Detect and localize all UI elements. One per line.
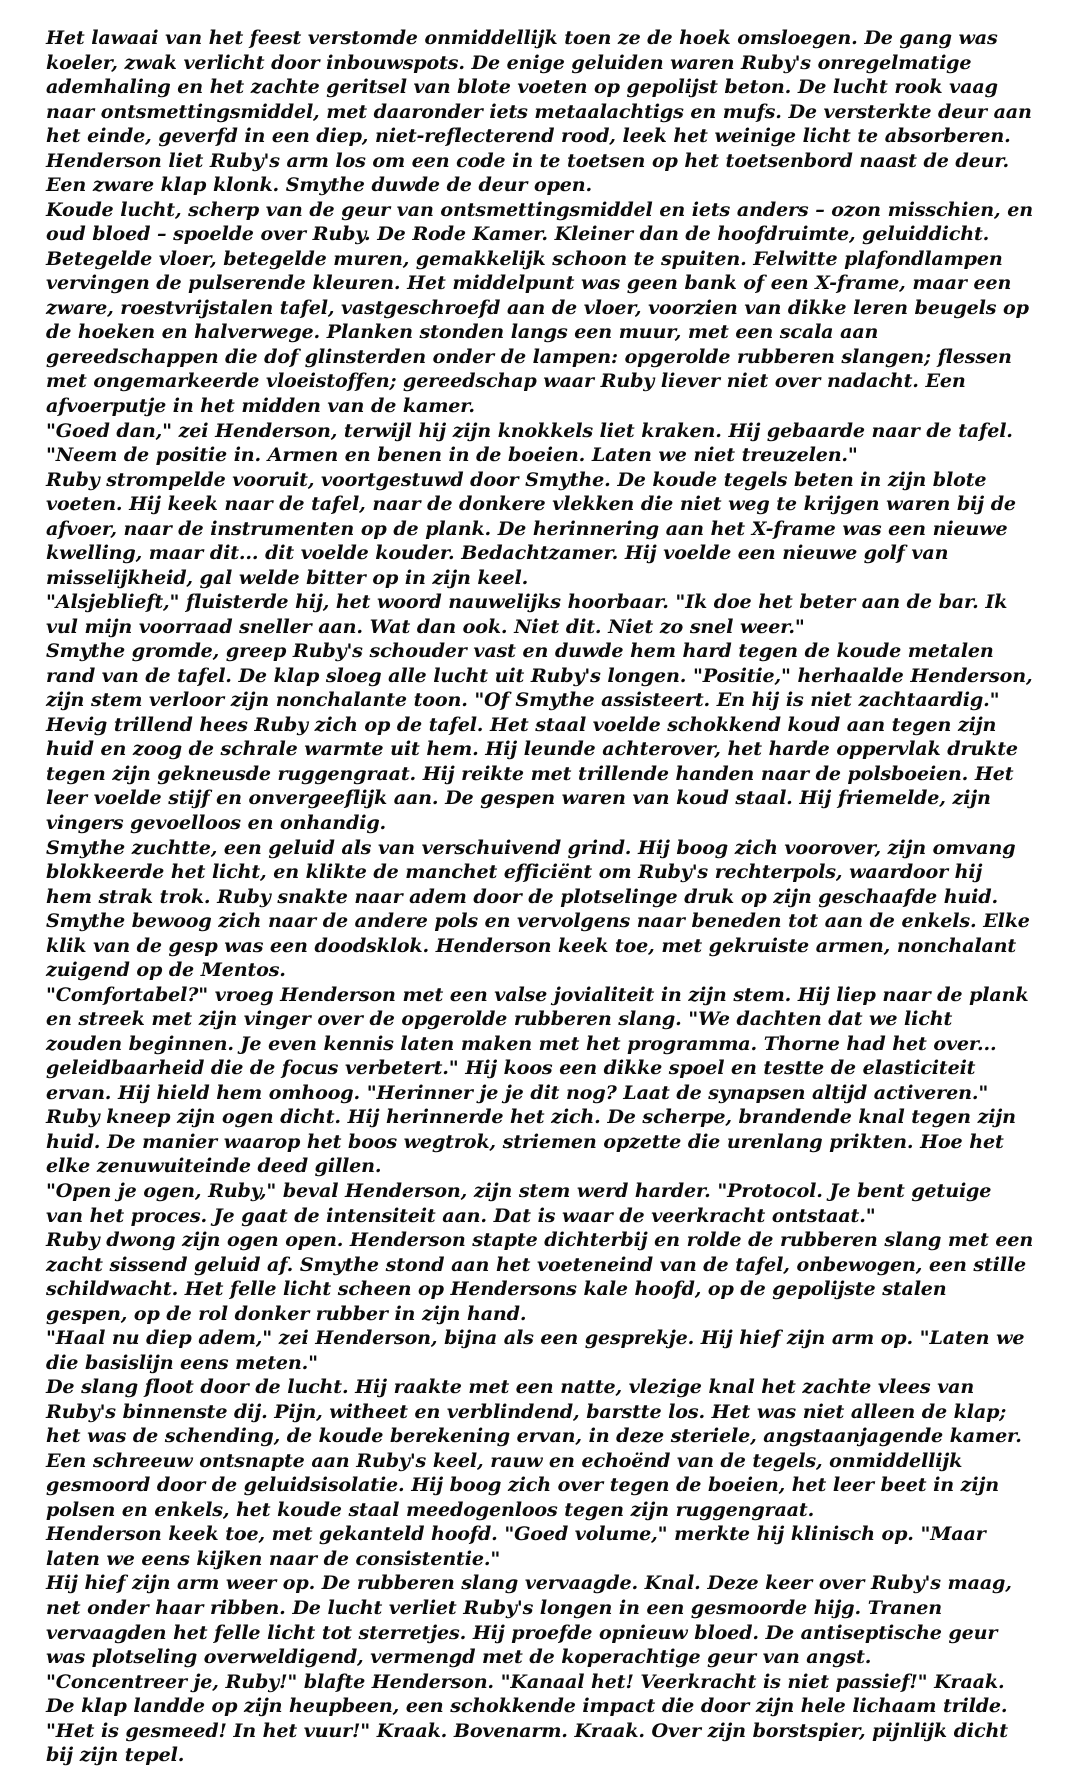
paragraph: De slang floot door de lucht. Hij raakte met een natte, vlezige knal het zachte vlees van Ruby's binnenste dij. Pijn, witheet en verblindend, barstte los. Het was niet alleen de klap; het was de schending, de koude berekening ervan, in deze steriele, angstaanjagende kamer. Een schreeuw ontsnapte aan Ruby's keel, rauw en echoënd van de tegels, onmiddellijk gesmoord door de geluidsisolatie. Hij boog zich over tegen de boeien, het leer beet in zijn polsen en enkels, het koude staal meedogenloos tegen zijn ruggengraat.	[46, 1375, 1022, 1521]
paragraph: Ruby kneep zijn ogen dicht. Hij herinnerde het zich. De scherpe, brandende knal tegen zijn huid. De manier waarop het boos wegtrok, striemen opzette die urenlang prikten. Hoe het elke zenuwuiteinde deed gillen.	[46, 1105, 1016, 1178]
paragraph: Ruby dwong zijn ogen open. Henderson stapte dichterbij en rolde de rubberen slang met een zacht sissend geluid af. Smythe stond aan het voeteneind van de tafel, onbewogen, een stille schildwacht. Het felle licht scheen op Hendersons kale hoofd, op de gepolijste stalen gespen, op de rol donker rubber in zijn hand.	[46, 1228, 1034, 1325]
paragraph: Smythe zuchtte, een geluid als van verschuivend grind. Hij boog zich voorover, zijn omvang blokkeerde het licht, en klikte de manchet efficiënt om Ruby's rechterpols, waardoor hij hem strak trok. Ruby snakte naar adem door de plotselinge druk op zijn geschaafde huid. Smythe bewoog zich naar de andere pols en vervolgens naar beneden tot aan de enkels. Elke klik van de gesp was een doodsklok. Henderson keek toe, met gekruiste armen, nonchalant zuigend op de Mentos.	[46, 835, 1030, 982]
document-text-body	[46, 26, 1034, 1768]
paragraph: Ruby strompelde vooruit, voortgestuwd door Smythe. De koude tegels beten in zijn blote voeten. Hij keek naar de tafel, naar de donkere vlekken die niet weg te krijgen waren bij de afvoer, naar de instrumenten op de plank. De herinnering aan het X-frame was een nieuwe kwelling, maar dit... dit voelde kouder. Bedachtzamer. Hij voelde een nieuwe golf van misselijkheid, gal welde bitter op in zijn keel.	[46, 467, 1016, 589]
paragraph: Hevig trillend hees Ruby zich op de tafel. Het staal voelde schokkend koud aan tegen zijn huid en zoog de schrale warmte uit hem. Hij leunde achterover, het harde oppervlak drukte tegen zijn gekneusde ruggengraat. Hij reikte met trillende handen naar de polsboeien. Het leer voelde stijf en onvergeeflijk aan. De gespen waren van koud staal. Hij friemelde, zijn vingers gevoelloos en onhandig.	[46, 712, 1018, 834]
paragraph: Henderson liet Ruby's arm los om een code in te toetsen op het toetsenbord naast de deur. Een zware klap klonk. Smythe duwde de deur open.	[46, 148, 1009, 197]
paragraph: "Concentreer je, Ruby!" blafte Henderson. "Kanaal het! Veerkracht is niet passief!" Kraak. De klap landde op zijn heupbeen, een schokkende impact die door zijn hele lichaam trilde. "Het is gesmeed! In het vuur!" Kraak. Bovenarm. Kraak. Over zijn borstspier, pijnlijk dicht bij zijn tepel.	[46, 1669, 1008, 1767]
paragraph: Hij hief zijn arm weer op. De rubberen slang vervaagde. Knal. Deze keer over Ruby's maag, net onder haar ribben. De lucht verliet Ruby's longen in een gesmoorde hijg. Tranen vervaagden het felle licht tot sterretjes. Hij proefde opnieuw bloed. De antiseptische geur was plotseling overweldigend, vermengd met de koperachtige geur van angst.	[46, 1571, 1012, 1669]
paragraph: Smythe gromde, greep Ruby's schouder vast en duwde hem hard tegen de koude metalen rand van de tafel. De klap sloeg alle lucht uit Ruby's longen. "Positie," herhaalde Henderson, zijn stem verloor zijn nonchalante toon. "Of Smythe assisteert. En hij is niet zachtaardig."	[46, 639, 1033, 712]
paragraph: "Comfortabel?" vroeg Henderson met een valse jovialiteit in zijn stem. Hij liep naar de plank en streek met zijn vinger over de opgerolde rubberen slang. "We dachten dat we licht zouden beginnen. Je even kennis laten maken met het programma. Thorne had het over... geleidbaarheid die de focus verbetert." Hij koos een dikke spoel en testte de elasticiteit ervan. Hij hield hem omhoog. "Herinner je je dit nog? Laat de synapsen altijd activeren."	[46, 982, 1029, 1104]
paragraph: "Open je ogen, Ruby," beval Henderson, zijn stem werd harder. "Protocol. Je bent getuige van het proces. Je gaat de intensiteit aan. Dat is waar de veerkracht ontstaat."	[46, 1178, 992, 1227]
paragraph: Het lawaai van het feest verstomde onmiddellijk toen ze de hoek omsloegen. De gang was koeler, zwak verlicht door inbouwspots. De enige geluiden waren Ruby's onregelmatige ademhaling en het zachte geritsel van blote voeten op gepolijst beton. De lucht rook vaag naar ontsmettingsmiddel, met daaronder iets metaalachtigs en mufs. De versterkte deur aan het einde, geverfd in een diep, niet-reflecterend rood, leek het weinige licht te absorberen.	[46, 26, 1032, 148]
paragraph: "Goed dan," zei Henderson, terwijl hij zijn knokkels liet kraken. Hij gebaarde naar de tafel. "Neem de positie in. Armen en benen in de boeien. Laten we niet treuzelen."	[46, 418, 1013, 467]
paragraph: Henderson keek toe, met gekanteld hoofd. "Goed volume," merkte hij klinisch op. "Maar laten we eens kijken naar de consistentie."	[46, 1522, 986, 1570]
paragraph: "Haal nu diep adem," zei Henderson, bijna als een gesprekje. Hij hief zijn arm op. "Laten we die basislijn eens meten."	[46, 1326, 1025, 1374]
paragraph: "Alsjeblieft," fluisterde hij, het woord nauwelijks hoorbaar. "Ik doe het beter aan de bar. Ik vul mijn voorraad sneller aan. Wat dan ook. Niet dit. Niet zo snel weer."	[46, 590, 1008, 638]
paragraph: Koude lucht, scherp van de geur van ontsmettingsmiddel en iets anders – ozon misschien, en oud bloed – spoelde over Ruby. De Rode Kamer. Kleiner dan de hoofdruimte, geluiddicht. Betegelde vloer, betegelde muren, gemakkelijk schoon te spuiten. Felwitte plafondlampen vervingen de pulserende kleuren. Het middelpunt was geen bank of een X-frame, maar een zware, roestvrijstalen tafel, vastgeschroefd aan de vloer, voorzien van dikke leren beugels op de hoeken en halverwege. Planken stonden langs een muur, met een scala aan gereedschappen die dof glinsterden onder de lampen: opgerolde rubberen slangen; flessen met ongemarkeerde vloeistoffen; gereedschap waar Ruby liever niet over nadacht. Een afvoerputje in het midden van de kamer.	[46, 197, 1033, 417]
